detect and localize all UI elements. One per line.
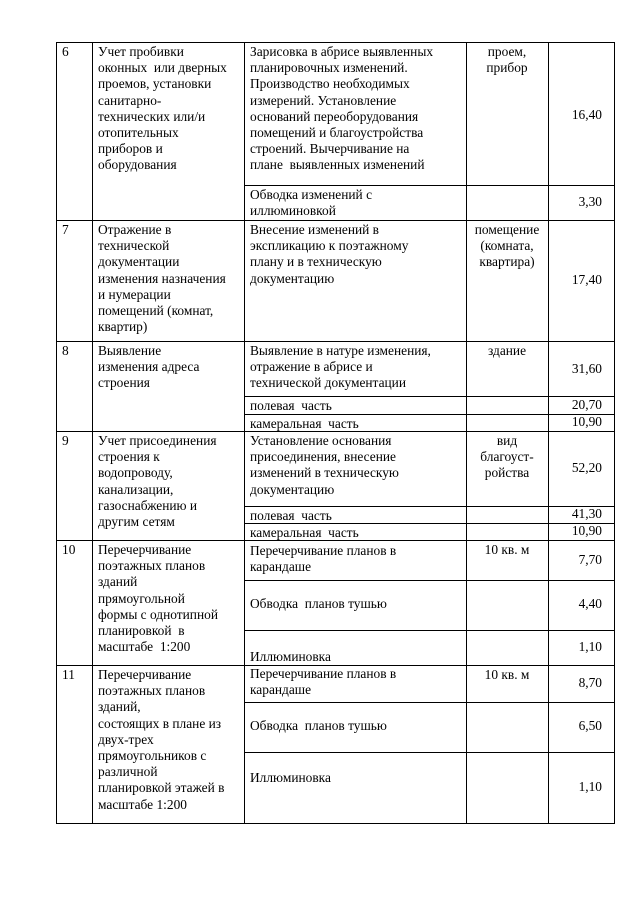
price-value: 3,30 <box>578 194 602 209</box>
work-name-line: отопительных <box>98 125 179 140</box>
work-name-line: квартир) <box>98 319 148 335</box>
work-name-line: документации <box>98 254 180 270</box>
work-description-line: планировочных изменений. <box>250 60 408 76</box>
work-description-line: Обводка изменений с <box>250 187 373 202</box>
work-description-line: Обводка планов тушью <box>250 596 387 611</box>
work-description-line: помещений и благоустройства <box>250 125 424 140</box>
work-name-line: состоящих в плане из <box>98 715 222 731</box>
work-description-line: Установление основания <box>250 433 392 448</box>
price-value: 20,70 <box>571 397 602 412</box>
work-name-line: газоснабжению и <box>98 497 198 513</box>
table-rule-horizontal <box>244 752 615 753</box>
price-value: 6,50 <box>578 718 602 733</box>
work-name-line: планировкой в <box>98 623 185 638</box>
work-name-line: и нумерации <box>98 286 171 302</box>
table-rule-horizontal <box>244 580 615 581</box>
work-description-line: плану и в техническую <box>250 254 382 270</box>
work-description-line: Перечерчивание планов в <box>250 666 397 681</box>
unit-line: 10 кв. м <box>484 667 530 682</box>
table-rule-vertical <box>92 42 93 824</box>
work-description-line: отражение в абрисе и <box>250 359 373 375</box>
work-description-line: Зарисовка в абрисе выявленных <box>250 44 434 59</box>
work-name-line: помещений (комнат, <box>98 303 214 318</box>
table-rule-vertical <box>614 42 615 824</box>
work-description-line: документацию <box>250 270 335 286</box>
work-name-line: изменения назначения <box>98 270 226 286</box>
price-value: 31,60 <box>571 361 602 376</box>
work-description-line: полевая часть <box>250 398 332 413</box>
work-name-line: прямоугольников с <box>98 748 207 763</box>
price-value: 52,20 <box>571 460 602 475</box>
work-name-line: Выявление <box>98 343 162 358</box>
work-name-line: строения <box>98 375 150 391</box>
row-number: 7 <box>62 222 69 237</box>
work-name-line: формы с однотипной <box>98 606 218 622</box>
work-name-line: технической <box>98 238 170 254</box>
work-description-line: плане выявленных изменений <box>250 157 425 173</box>
work-name-line: другим сетям <box>98 514 175 529</box>
work-description-line: Перечерчивание планов в <box>250 543 397 558</box>
table-rule-horizontal <box>56 42 615 43</box>
work-name-line: санитарно- <box>98 92 162 108</box>
row-number: 9 <box>62 433 69 448</box>
unit-line: проем, <box>487 44 527 59</box>
table-rule-horizontal <box>244 702 615 703</box>
table-rule-vertical <box>56 42 57 824</box>
work-description-line: Производство необходимых <box>250 76 410 92</box>
work-description-line: Выявление в натуре изменения, <box>250 343 431 358</box>
work-name-line: планировкой этажей в <box>98 780 225 796</box>
work-name-line: Отражение в <box>98 222 172 237</box>
work-name-line: зданий <box>98 574 138 590</box>
row-number: 8 <box>62 343 69 358</box>
work-description-line: Обводка планов тушью <box>250 718 387 733</box>
work-name-line: Перечерчивание <box>98 667 192 682</box>
work-description-line: документацию <box>250 481 335 497</box>
price-value: 17,40 <box>571 272 602 287</box>
work-name-line: Учет присоединения <box>98 433 217 448</box>
work-name-line: поэтажных планов <box>98 683 206 699</box>
work-description-line: строений. Вычерчивание на <box>250 141 410 157</box>
price-value: 1,10 <box>578 779 602 794</box>
work-name-line: зданий, <box>98 699 141 715</box>
work-name-line: канализации, <box>98 481 174 497</box>
price-value: 41,30 <box>571 506 602 521</box>
work-description-line: технической документации <box>250 375 407 391</box>
unit-line: 10 кв. м <box>484 542 530 557</box>
work-description-line: измерений. Установление <box>250 92 397 108</box>
price-value: 16,40 <box>571 107 602 122</box>
work-description-line: экспликацию к поэтажному <box>250 238 409 254</box>
work-name-line: прямоугольной <box>98 590 185 606</box>
work-description-line: Внесение изменений в <box>250 222 380 237</box>
work-description-line: карандаше <box>250 559 312 575</box>
table-rule-horizontal <box>244 185 615 186</box>
work-description-line: присоединения, внесение <box>250 449 396 465</box>
price-value: 8,70 <box>578 675 602 690</box>
work-description-line: Иллюминовка <box>250 649 331 664</box>
price-value: 4,40 <box>578 596 602 611</box>
work-name-line: изменения адреса <box>98 359 200 375</box>
work-name-line: масштабе 1:200 <box>98 796 187 812</box>
price-value: 1,10 <box>578 639 602 654</box>
work-name-line: поэтажных планов <box>98 558 206 574</box>
work-name-line: приборов и <box>98 141 163 157</box>
unit-line: квартира) <box>479 254 535 270</box>
table-rule-horizontal <box>56 341 615 342</box>
work-name-line: масштабе 1:200 <box>98 639 191 655</box>
table-rule-horizontal <box>244 630 615 631</box>
work-description-line: изменений в техническую <box>250 465 399 481</box>
unit-line: ройства <box>484 465 530 481</box>
work-description-line: карандаше <box>250 682 312 698</box>
work-name-line: проемов, установки <box>98 76 212 92</box>
work-name-line: строения к <box>98 449 160 465</box>
unit-line: прибор <box>486 60 528 76</box>
price-value: 10,90 <box>571 414 602 429</box>
unit-line: здание <box>487 343 527 358</box>
work-name-line: различной <box>98 764 158 780</box>
work-name-line: Учет пробивки <box>98 44 184 59</box>
work-name-line: оконных или дверных <box>98 60 227 76</box>
work-name-line: технических или/и <box>98 108 206 124</box>
unit-line: вид <box>496 433 518 448</box>
table-rule-horizontal <box>56 823 615 824</box>
unit-line: (комната, <box>480 238 534 254</box>
table-rule-horizontal <box>56 220 615 221</box>
work-name-line: Перечерчивание <box>98 542 192 557</box>
work-description-line: полевая часть <box>250 508 332 523</box>
table-rule-vertical <box>548 42 549 824</box>
work-description-line: камеральная часть <box>250 416 359 431</box>
work-name-line: двух-трех <box>98 731 154 747</box>
row-number: 6 <box>62 44 69 59</box>
work-description-line: иллюминовкой <box>250 203 336 219</box>
row-number: 10 <box>62 542 76 557</box>
work-name-line: оборудования <box>98 157 177 173</box>
price-value: 7,70 <box>578 552 602 567</box>
row-number: 11 <box>62 667 75 682</box>
price-value: 10,90 <box>571 523 602 538</box>
unit-line: благоуст- <box>480 449 534 465</box>
work-description-line: Иллюминовка <box>250 770 331 785</box>
work-description-line: оснований переоборудования <box>250 108 419 124</box>
work-name-line: водопроводу, <box>98 465 173 481</box>
work-description-line: камеральная часть <box>250 525 359 540</box>
unit-line: помещение <box>474 222 540 237</box>
